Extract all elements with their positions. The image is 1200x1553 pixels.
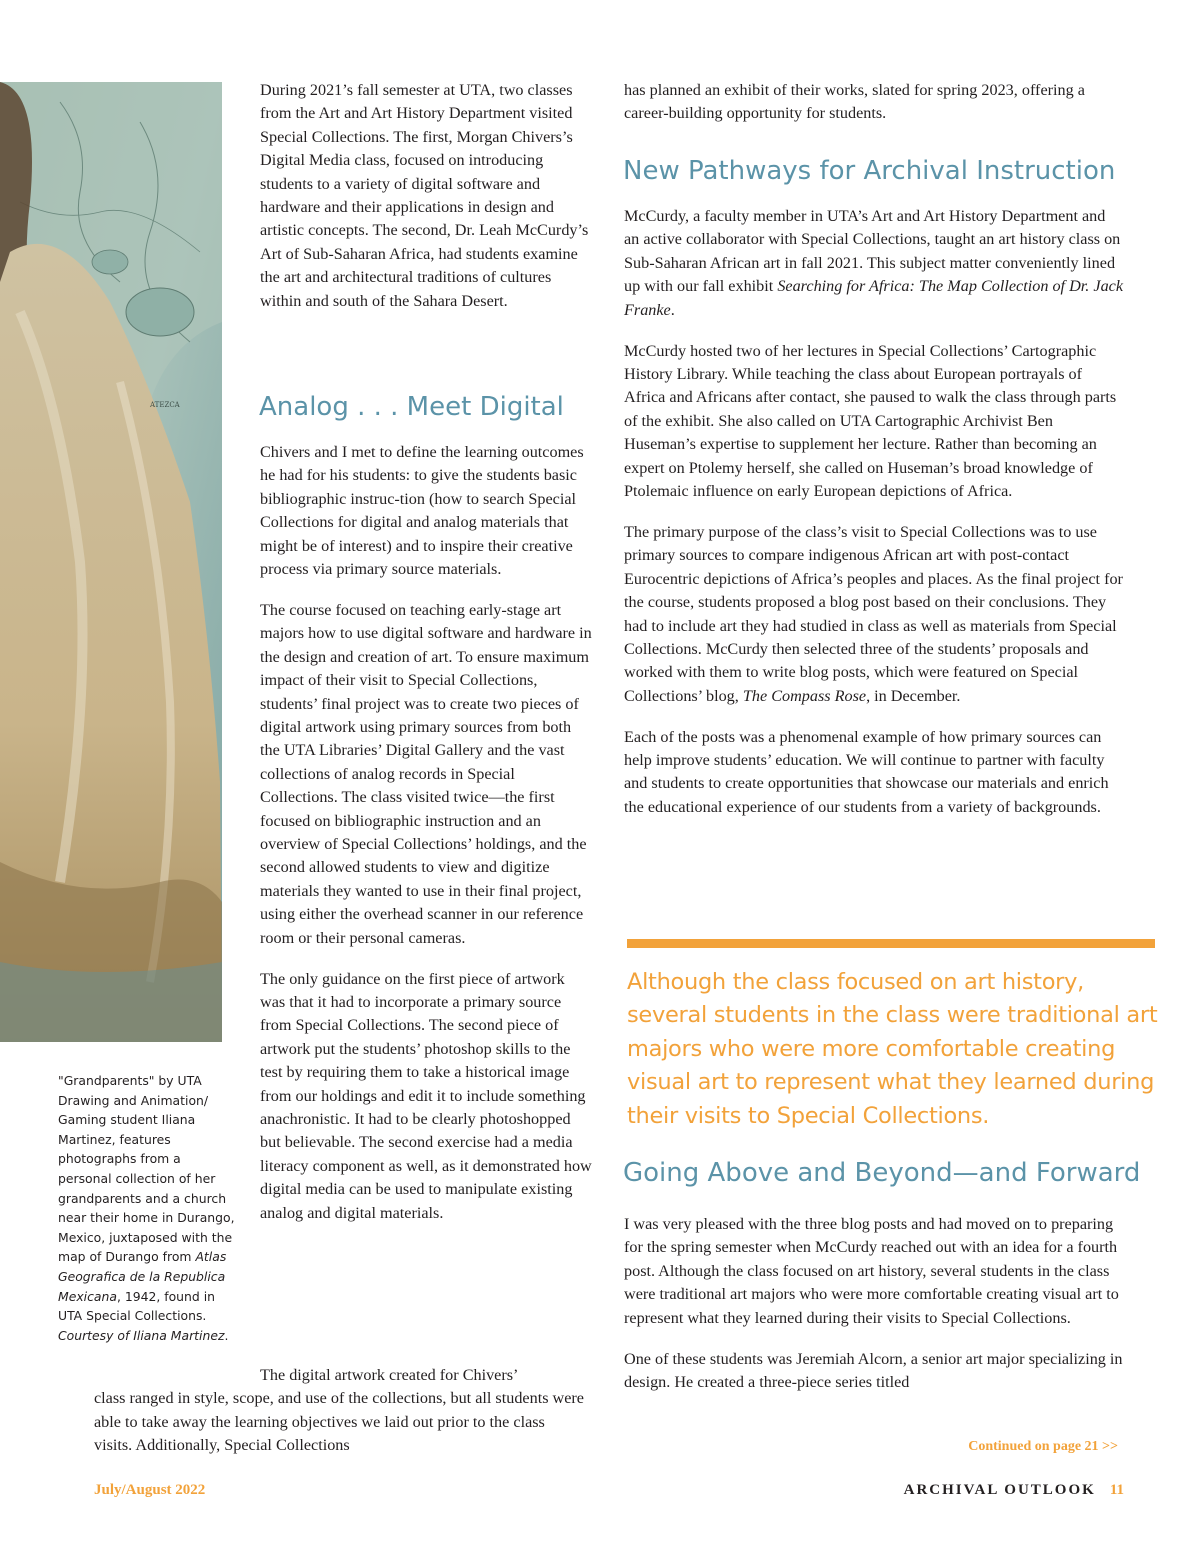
pull-quote: Although the class focused on art history, several students in the class were traditional art majors who were more comfortable creating visual art to represent what they learned during their visits to Special Collections. <box>627 969 1158 1129</box>
article-column-right <box>624 79 1124 143</box>
learning-outcomes-paragraph: Chivers and I met to define the learning outcomes he had for his students: to give the students basic bibliographic instruc-tion (how to search Special Collections for digital and analog materials that might be of interest) and to inspire their creative process via primary source materials. <box>260 443 584 579</box>
artwork-image <box>0 82 222 1042</box>
section-heading-going-above: Going Above and Beyond—and Forward <box>623 1158 1141 1188</box>
mccurdy-paragraph: McCurdy, a faculty member in UTA’s Art and Art History Department and an active collaborator with Special Collections, taught an art history class on Sub-Saharan African art in fall 2021. This subject matter conveniently lined up with our fall exhibit Searching for Africa: The Map Collection of Dr. Jack Franke. <box>624 207 1124 319</box>
caption-atlas-title: Atlas Geografica de la Republica Mexicana <box>58 1249 227 1304</box>
section-heading-new-pathways: New Pathways for Archival Instruction <box>623 156 1116 186</box>
pull-quote-rule <box>627 939 1155 948</box>
article-column-left-continued <box>260 441 592 1243</box>
guidance-paragraph: The only guidance on the first piece of artwork was that it had to incorporate a primary source from Special Collections. The second piece of artwork put the students’ photoshop skills to the test by requiring them to take a historical image from our holdings and edit it to include something anachronistic. It had to be clearly photoshopped but believable. The second exercise had a media literacy component as well, as it demonstrated how digital media can be used to manipulate existing analog and digital materials. <box>260 969 592 1222</box>
article-column-left <box>260 79 592 331</box>
purpose-paragraph: The primary purpose of the class’s visit to Special Collections was to use primary sources to compare indigenous African art with post-contact Eurocentric depictions of Africa’s peoples and places. As the final project for the course, students proposed a blog post based on their conclusions. They had to include art they had studied in class as well as materials from Special Collections. McCurdy then selected three of the students’ proposals and worked with them to write blog posts, which were featured on Special Collections’ blog, The Compass Rose, in December. <box>624 522 1123 705</box>
article-column-right-continued <box>624 205 1124 837</box>
caption-credit: Courtesy of Iliana Martinez <box>58 1327 225 1343</box>
svg-text:ATEZCA: ATEZCA <box>150 401 180 409</box>
folio <box>904 1482 1124 1499</box>
blog-posts-paragraph: I was very pleased with the three blog posts and had moved on to preparing for the spring semester when McCurdy reached out with an idea for a fourth post. Although the class focused on art history, several students in the class were traditional art majors who were more comfortable creating visual art to represent what they learned during their visits to Special Collections. <box>624 1215 1119 1327</box>
issue-date: July/August 2022 <box>94 1482 206 1498</box>
course-focus-paragraph: The course focused on teaching early-stage art majors how to use digital software and hardware in the design and creation of art. To ensure maximum impact of their visit to Special Collections, students’ final project was to create two pieces of digital artwork using primary sources from both the UTA Libraries’ Digital Gallery and the vast collections of analog records in Special Collections. The class visited twice—the first focused on bibliographic instruction and an overview of Special Collections’ holdings, and the second allowed students to view and digitize materials they wanted to use in their final project, using either the overhead scanner in our reference room or their personal cameras. <box>260 600 592 947</box>
intro-paragraph: During 2021’s fall semester at UTA, two classes from the Art and Art History Department visited Special Collections. The first, Morgan Chivers’s Digital Media class, focused on introducing students to a variety of digital software and hardware and their applications in design and artistic concepts. The second, Dr. Leah McCurdy’s Art of Sub-Saharan Africa, had students examine the art and architectural traditions of cultures within and south of the Sahara Desert. <box>260 81 589 310</box>
exhibit-title: Searching for Africa: The Map Collection of Dr. Jack Franke <box>624 277 1124 319</box>
jeremiah-paragraph: One of these students was Jeremiah Alcorn, a senior art major specializing in design. He created a three-piece series titled <box>624 1349 1123 1391</box>
lectures-paragraph: McCurdy hosted two of her lectures in Special Collections’ Cartographic History Library. While teaching the class about European portrayals of Africa and Africans after contact, she paused to walk the class through parts of the exhibit. She also called on UTA Cartographic Archivist Ben Huseman’s expertise to supplement her lecture. Rather than becoming an expert on Ptolemy herself, she called on Huseman’s broad knowledge of Ptolemaic influence on early European depictions of Africa. <box>624 341 1117 500</box>
image-caption: "Grandparents" by UTA Drawing and Animation/ Gaming student Iliana Martinez, features photographs from a personal collection of her grandparents and a church near their home in Durango, Mexico, juxtaposed with the map of Durango from Atlas Geografica de la Republica Mexicana, 1942, found in UTA Special Collections. Courtesy of Iliana Martinez. <box>58 1073 235 1343</box>
exhibit-paragraph: has planned an exhibit of their works, slated for spring 2023, offering a career-building opportunity for students. <box>624 81 1085 123</box>
blog-title: The Compass Rose <box>742 686 867 705</box>
continuation-rest: class ranged in style, scope, and use of the collections, but all students were able to take away the learning objectives we laid out prior to the class visits. Additionally, Special Collections <box>94 1389 584 1455</box>
continuation-first-line: The digital artwork created for Chivers’ <box>260 1366 519 1384</box>
posts-paragraph: Each of the posts was a phenomenal example of how primary sources can help improve students’ education. We will continue to partner with faculty and students to create opportunities that showcase our materials and enrich the educational experience of our students from a variety of backgrounds. <box>624 727 1109 816</box>
article-column-right-bottom <box>624 1213 1124 1412</box>
continuation-paragraph <box>94 1364 584 1458</box>
section-heading-analog: Analog . . . Meet Digital <box>259 392 564 422</box>
continued-link[interactable]: Continued on page 21 >> <box>968 1439 1118 1454</box>
magazine-name: ARCHIVAL OUTLOOK <box>903 1482 1096 1498</box>
page-number: 11 <box>1109 1482 1124 1498</box>
